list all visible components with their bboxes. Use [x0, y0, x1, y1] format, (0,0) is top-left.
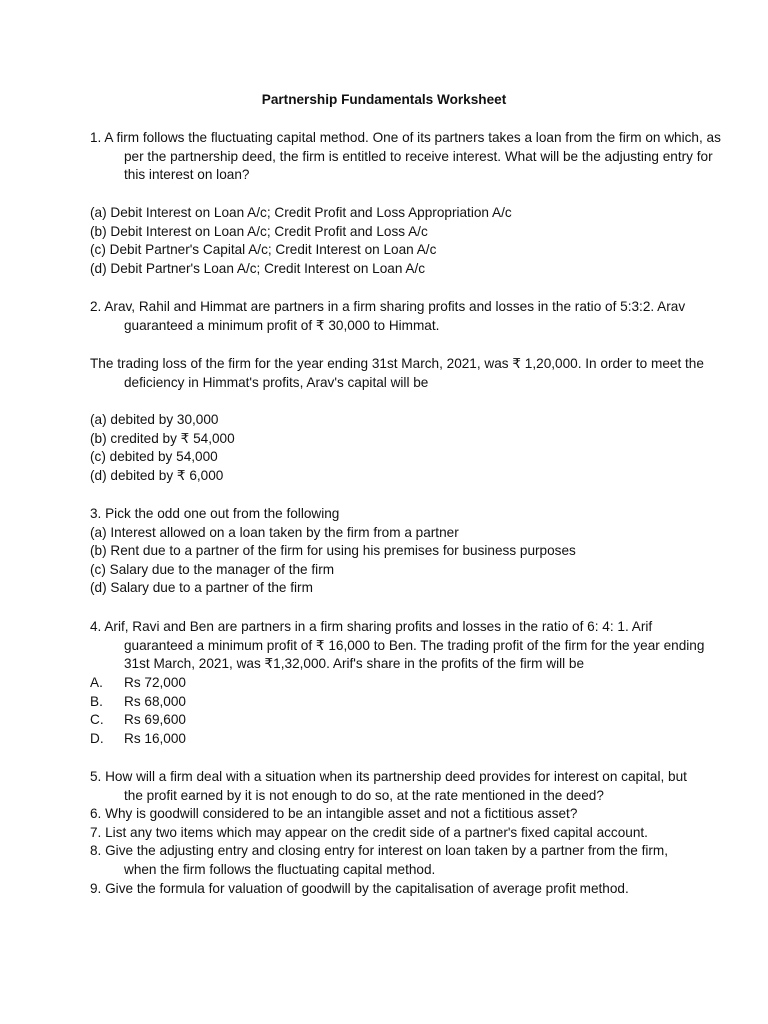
option-letter: B.	[90, 693, 103, 709]
option-item: (c) Debit Partner's Capital A/c; Credit Interest on Loan A/c	[90, 242, 437, 258]
option-item: (d) Debit Partner's Loan A/c; Credit Interest on Loan A/c	[90, 260, 426, 276]
question-7-text: 7. List any two items which may appear on the credit side of a partner's fixed capital account.	[90, 824, 648, 840]
option-item: (b) credited by ₹ 54,000	[90, 430, 235, 446]
option-text: Rs 16,000	[124, 730, 186, 746]
option-item	[90, 674, 690, 693]
question-2-text: 2. Arav, Rahil and Himmat are partners in a firm sharing profits and losses in the ratio of 5:3:2. Arav guaranteed a minimum profit of ₹ 30,000 to Himmat.	[90, 299, 686, 333]
option-letter: D.	[90, 730, 104, 746]
option-item: (a) Interest allowed on a loan taken by the firm from a partner	[90, 524, 459, 540]
option-item	[90, 711, 690, 730]
question-6-text: 6. Why is goodwill considered to be an intangible asset and not a fictitious asset?	[90, 806, 578, 822]
option-text: Rs 69,600	[124, 712, 186, 728]
option-item: (b) Rent due to a partner of the firm for using his premises for business purposes	[90, 543, 576, 559]
option-item: (c) debited by 54,000	[90, 449, 218, 465]
option-item: (a) Debit Interest on Loan A/c; Credit Profit and Loss Appropriation A/c	[90, 205, 512, 220]
option-letter: C.	[90, 712, 104, 728]
option-item	[90, 693, 690, 712]
question-3	[90, 505, 690, 598]
question-2-text-continued: The trading loss of the firm for the year ending 31st March, 2021, was ₹ 1,20,000. In order to meet the deficiency in Himmat's profits, Arav's capital will be	[90, 356, 704, 390]
question-1-options	[90, 204, 690, 278]
question-8-text: 8. Give the adjusting entry and closing entry for interest on loan taken by a partner from the firm, when the firm follows the fluctuating capital method.	[90, 843, 669, 877]
question-5-text: 5. How will a firm deal with a situation when its partnership deed provides for interest on capital, but the profit earned by it is not enough to do so, at the rate mentioned in the deed?	[90, 769, 687, 803]
option-letter: A.	[90, 675, 103, 690]
question-9-text: 9. Give the formula for valuation of goodwill by the capitalisation of average profit method.	[90, 880, 629, 896]
option-item	[90, 730, 690, 749]
question-1-text: 1. A firm follows the fluctuating capital method. One of its partners takes a loan from the firm on which, as per the partnership deed, the firm is entitled to receive interest. What will be the adjusting entry for this interest on loan?	[90, 130, 721, 183]
question-4-options	[90, 674, 690, 748]
question-4-text: 4. Arif, Ravi and Ben are partners in a firm sharing profits and losses in the ratio of 6: 4: 1. Arif guaranteed a minimum profit of ₹ 16,000 to Ben. The trading profit of the firm for the year ending 31st March, 2021, was ₹1,32,000. Arif's share in the profits of the firm will be	[90, 619, 705, 672]
option-item: (d) debited by ₹ 6,000	[90, 467, 224, 483]
option-item: (c) Salary due to the manager of the firm	[90, 561, 335, 577]
option-item: (b) Debit Interest on Loan A/c; Credit Profit and Loss A/c	[90, 223, 428, 239]
option-text: Rs 68,000	[124, 693, 186, 709]
short-questions	[90, 768, 690, 898]
question-3-text: 3. Pick the odd one out from the following	[90, 506, 340, 521]
page-title: Partnership Fundamentals Worksheet	[261, 92, 507, 107]
option-item: (a) debited by 30,000	[90, 412, 219, 427]
option-text: Rs 72,000	[124, 675, 186, 690]
option-item: (d) Salary due to a partner of the firm	[90, 580, 313, 596]
question-2-options	[90, 411, 690, 485]
